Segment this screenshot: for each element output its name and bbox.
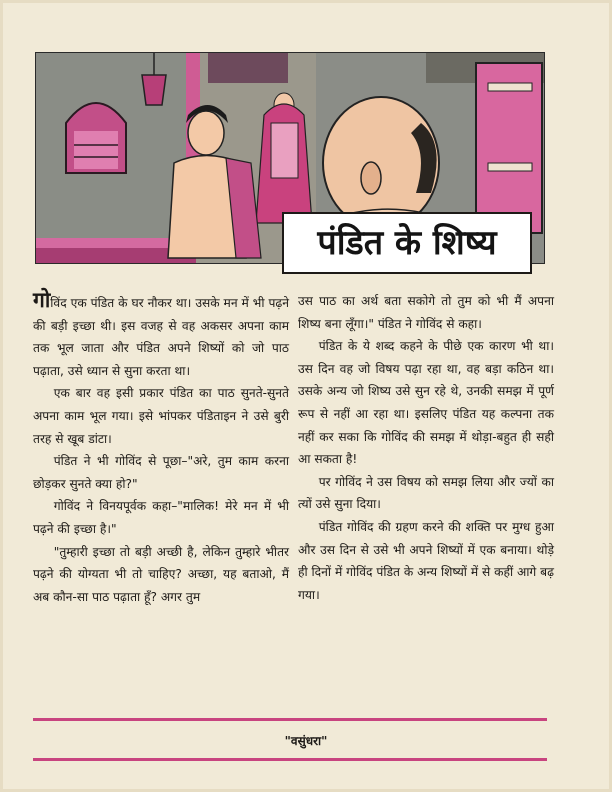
- title-box: [282, 212, 532, 274]
- paragraph-8: पर गोविंद ने उस विषय को समझ लिया और ज्यों का त्यों उसे सुना दिया।: [298, 474, 554, 512]
- paragraph-7: पंडित के ये शब्द कहने के पीछे एक कारण भी था। उस दिन वह जो विषय पढ़ा रहा था, वह बड़ा कठिन था। उसके अन्य जो शिष्य उसे सुन रहे थे, उनकी समझ में पूर्ण रूप से नहीं आ रहा था। इसलिए पंडित यह कल्पना तक नहीं कर सका कि गोविंद की समझ में थोड़ा-बहुत ही सही आ सकता है!: [298, 339, 554, 467]
- paragraph-6: उस पाठ का अर्थ बता सकोगे तो तुम को भी मैं अपना शिष्य बना लूँगा।" पंडित ने गोविंद से कहा।: [298, 294, 554, 331]
- magazine-footer: "वसुंधरा": [284, 734, 328, 748]
- paragraph-3: पंडित ने भी गोविंद से पूछा–"अरे, तुम काम करना छोड़कर सुनते क्या हो?": [33, 454, 289, 491]
- paragraph-4: गोविंद ने विनयपूर्वक कहा–"मालिक! मेरे मन में भी पढ़ने की इच्छा है।": [33, 499, 289, 536]
- paragraph-1-text: विंद एक पंडित के घर नौकर था। उसके मन में भी पढ़ने की बड़ी इच्छा थी। इस वजह से वह अकसर अपना काम तक भूल जाता और पंडित अपने शिष्यों को जो पाठ पढ़ाता, उसे ध्यान से सुना करता था।: [33, 296, 289, 378]
- paragraph-9: पंडित गोविंद की ग्रहण करने की शक्ति पर मुग्ध हुआ और उस दिन से उसे भी अपने शिष्यों में एक बनाया। थोड़े ही दिनों में गोविंद पंडित के अन्य शिष्यों में से कहीं आगे बढ़ गया।: [298, 519, 554, 602]
- paragraph-2: एक बार वह इसी प्रकार पंडित का पाठ सुनते-सुनते अपना काम भूल गया। इसे भांपकर पंडिताइन ने उसे बुरी तरह से खूब डांटा।: [33, 386, 289, 446]
- paragraph-1: [33, 290, 289, 382]
- paragraph-5: "तुम्हारी इच्छा तो बड़ी अच्छी है, लेकिन तुम्हारे भीतर पढ़ने की योग्यता भी तो चाहिए? अच्छा, यह बताओ, मैं अब कौन-सा पाठ पढ़ाता हूँ? अगर तुम: [33, 544, 289, 604]
- footer-rule-top: [33, 718, 547, 721]
- story-title: पंडित के शिष्य: [317, 223, 497, 263]
- right-column: [298, 290, 554, 606]
- left-column: [33, 290, 289, 608]
- drop-cap: गो: [33, 288, 51, 312]
- footer-rule-bottom: [33, 758, 547, 761]
